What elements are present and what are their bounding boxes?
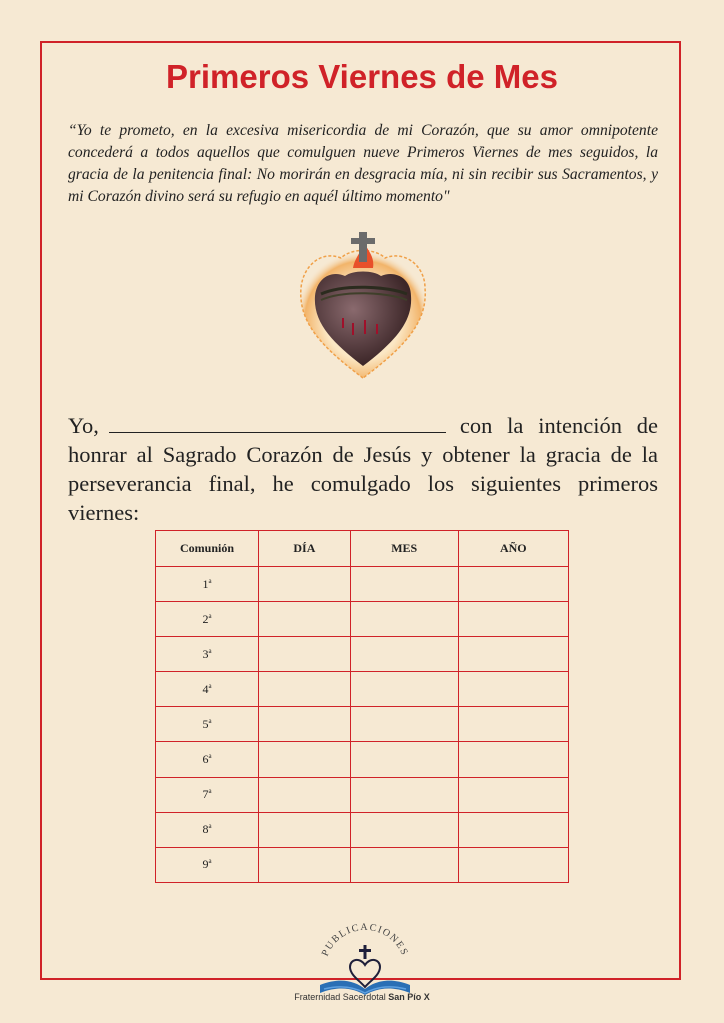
promise-quote: “Yo te prometo, en la excesiva misericordia de mi Corazón, que su amor omnipotente concederá a todos aquellos que comulguen nueve Primeros Viernes de mes seguidos, la gracia de la penitencia final: No morirán en desgracia mía, ni sin recibir sus Sacramentos, y mi Corazón divino será su refugio en aquél último momento" (68, 122, 658, 205)
month-cell[interactable] (350, 707, 458, 742)
month-cell[interactable] (350, 742, 458, 777)
header-month: MES (350, 531, 458, 567)
header-year: AÑO (458, 531, 568, 567)
day-cell[interactable] (259, 742, 351, 777)
year-cell[interactable] (458, 777, 568, 812)
ordinal-cell: 4$^a$ (156, 672, 259, 707)
day-cell[interactable] (259, 707, 351, 742)
day-cell[interactable] (259, 567, 351, 602)
day-cell[interactable] (259, 602, 351, 637)
name-blank-line[interactable] (109, 412, 446, 433)
month-cell[interactable] (350, 847, 458, 882)
year-cell[interactable] (458, 847, 568, 882)
intention-paragraph (68, 411, 658, 527)
month-cell[interactable] (350, 602, 458, 637)
month-cell[interactable] (350, 567, 458, 602)
month-cell[interactable] (350, 812, 458, 847)
footer-bold: San Pío X (388, 992, 430, 1002)
ordinal-cell: 1$^a$ (156, 567, 259, 602)
footer-publisher (0, 992, 724, 1002)
year-cell[interactable] (458, 812, 568, 847)
ordinal-cell: 8$^a$ (156, 812, 259, 847)
ordinal-cell: 9$^a$ (156, 847, 259, 882)
day-cell[interactable] (259, 812, 351, 847)
footer-prefix: Fraternidad Sacerdotal (294, 992, 386, 1002)
ordinal-cell: 6$^a$ (156, 742, 259, 777)
table-row (156, 672, 569, 707)
day-cell[interactable] (259, 777, 351, 812)
header-communion: Comunión (156, 531, 259, 567)
month-cell[interactable] (350, 777, 458, 812)
sacred-heart-icon (293, 228, 433, 383)
year-cell[interactable] (458, 707, 568, 742)
logo-arc-text: PUBLICACIONES (319, 921, 411, 958)
communion-table (155, 530, 569, 883)
ordinal-cell: 3$^a$ (156, 637, 259, 672)
table-row (156, 812, 569, 847)
ordinal-cell: 2$^a$ (156, 602, 259, 637)
table-row (156, 567, 569, 602)
intention-start: Yo, (68, 413, 99, 438)
ordinal-cell: 7$^a$ (156, 777, 259, 812)
table-row (156, 777, 569, 812)
page-title: Primeros Viernes de Mes (166, 58, 558, 95)
day-cell[interactable] (259, 672, 351, 707)
month-cell[interactable] (350, 672, 458, 707)
year-cell[interactable] (458, 672, 568, 707)
year-cell[interactable] (458, 567, 568, 602)
intention-rest: con la intención de honrar al Sagrado Corazón de Jesús y obtener la gracia de la perseverancia final, he comulgado los siguientes primeros viernes: (68, 413, 658, 525)
year-cell[interactable] (458, 602, 568, 637)
month-cell[interactable] (350, 637, 458, 672)
day-cell[interactable] (259, 847, 351, 882)
day-cell[interactable] (259, 637, 351, 672)
table-row (156, 742, 569, 777)
table-row (156, 847, 569, 882)
table-row (156, 602, 569, 637)
header-day: DÍA (259, 531, 351, 567)
table-row (156, 637, 569, 672)
year-cell[interactable] (458, 637, 568, 672)
year-cell[interactable] (458, 742, 568, 777)
table-row (156, 707, 569, 742)
ordinal-cell: 5$^a$ (156, 707, 259, 742)
